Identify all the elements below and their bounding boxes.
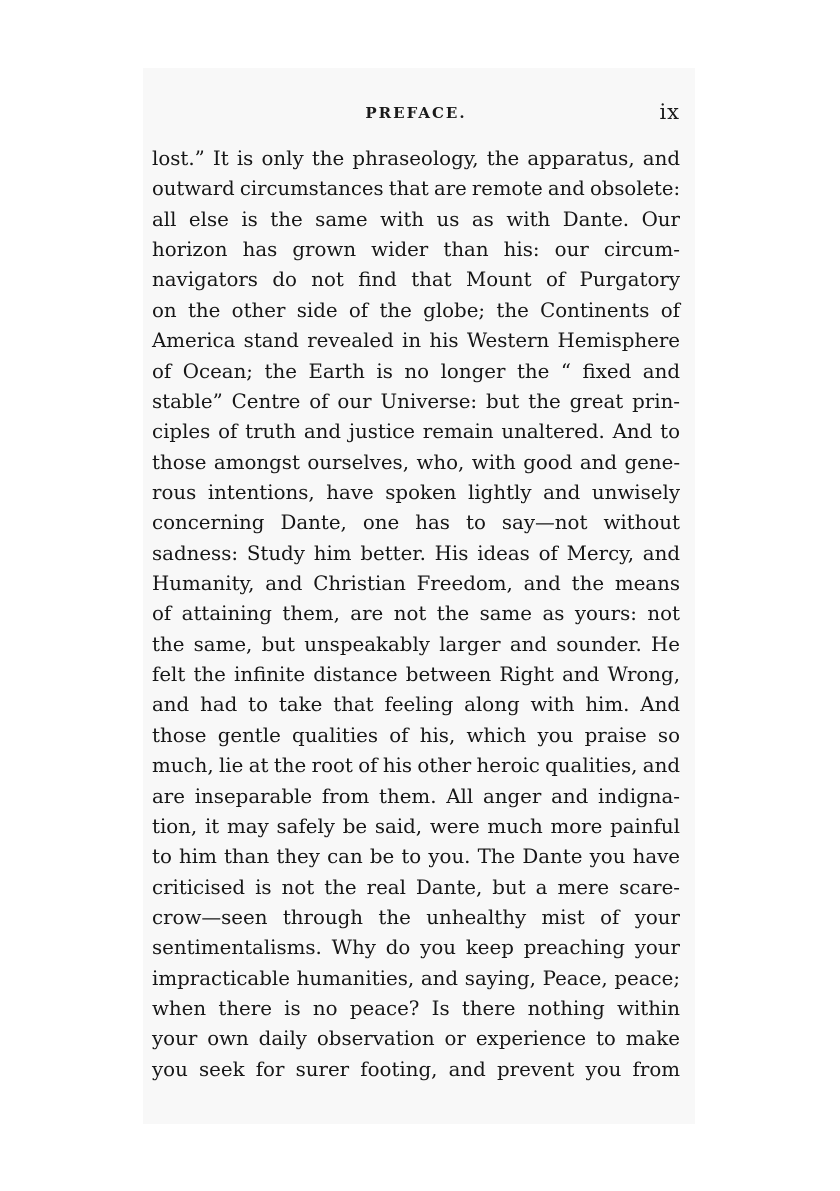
text-line: on the other side of the globe; the Continents of xyxy=(152,298,680,322)
page-header xyxy=(152,100,680,134)
text-line: all else is the same with us as with Dante. Our xyxy=(152,207,680,231)
text-line: felt the infinite distance between Right and Wrong, xyxy=(152,663,680,687)
text-line: America stand revealed in his Western Hemisphere xyxy=(152,329,680,353)
text-line: are inseparable from them. All anger and indigna- xyxy=(152,784,680,808)
text-line: impracticable humanities, and saying, Peace, peace; xyxy=(152,966,680,990)
body-text xyxy=(152,144,680,1085)
text-line: those amongst ourselves, who, with good and gene- xyxy=(152,450,680,474)
text-line: stable” Centre of our Universe: but the great prin- xyxy=(152,389,680,413)
page-number: ix xyxy=(659,100,680,124)
text-line: of attaining them, are not the same as yours: not xyxy=(152,602,680,626)
text-line: concerning Dante, one has to say—not without xyxy=(152,511,680,535)
text-line: the same, but unspeakably larger and sounder. He xyxy=(152,632,680,656)
text-line: when there is no peace? Is there nothing within xyxy=(152,997,680,1021)
text-line: navigators do not find that Mount of Purgatory xyxy=(152,268,680,292)
text-line: tion, it may safely be said, were much more painful xyxy=(152,814,680,838)
text-line: Humanity, and Christian Freedom, and the means xyxy=(152,572,680,596)
text-line: criticised is not the real Dante, but a mere scare- xyxy=(152,875,680,899)
text-line: horizon has grown wider than his: our circum- xyxy=(152,238,680,262)
text-line: crow—seen through the unhealthy mist of your xyxy=(152,905,680,929)
text-line: sadness: Study him better. His ideas of Mercy, and xyxy=(152,541,680,565)
text-line: you seek for surer footing, and prevent you from xyxy=(152,1057,680,1081)
text-line: lost.” It is only the phraseology, the apparatus, and xyxy=(152,147,680,170)
text-line: and had to take that feeling along with him. And xyxy=(152,693,680,717)
text-line: much, lie at the root of his other heroic qualities, and xyxy=(152,754,680,778)
text-line: to him than they can be to you. The Dante you have xyxy=(152,845,680,869)
text-line: your own daily observation or experience to make xyxy=(152,1027,680,1051)
text-line: outward circumstances that are remote and obsolete: xyxy=(152,177,681,201)
text-line: of Ocean; the Earth is no longer the “ fixed and xyxy=(152,359,680,383)
text-line: those gentle qualities of his, which you praise so xyxy=(152,723,680,747)
text-line: rous intentions, have spoken lightly and unwisely xyxy=(152,480,680,504)
running-title: PREFACE. xyxy=(365,104,467,122)
text-line: sentimentalisms. Why do you keep preaching your xyxy=(152,936,680,960)
text-line: ciples of truth and justice remain unaltered. And to xyxy=(152,420,680,444)
